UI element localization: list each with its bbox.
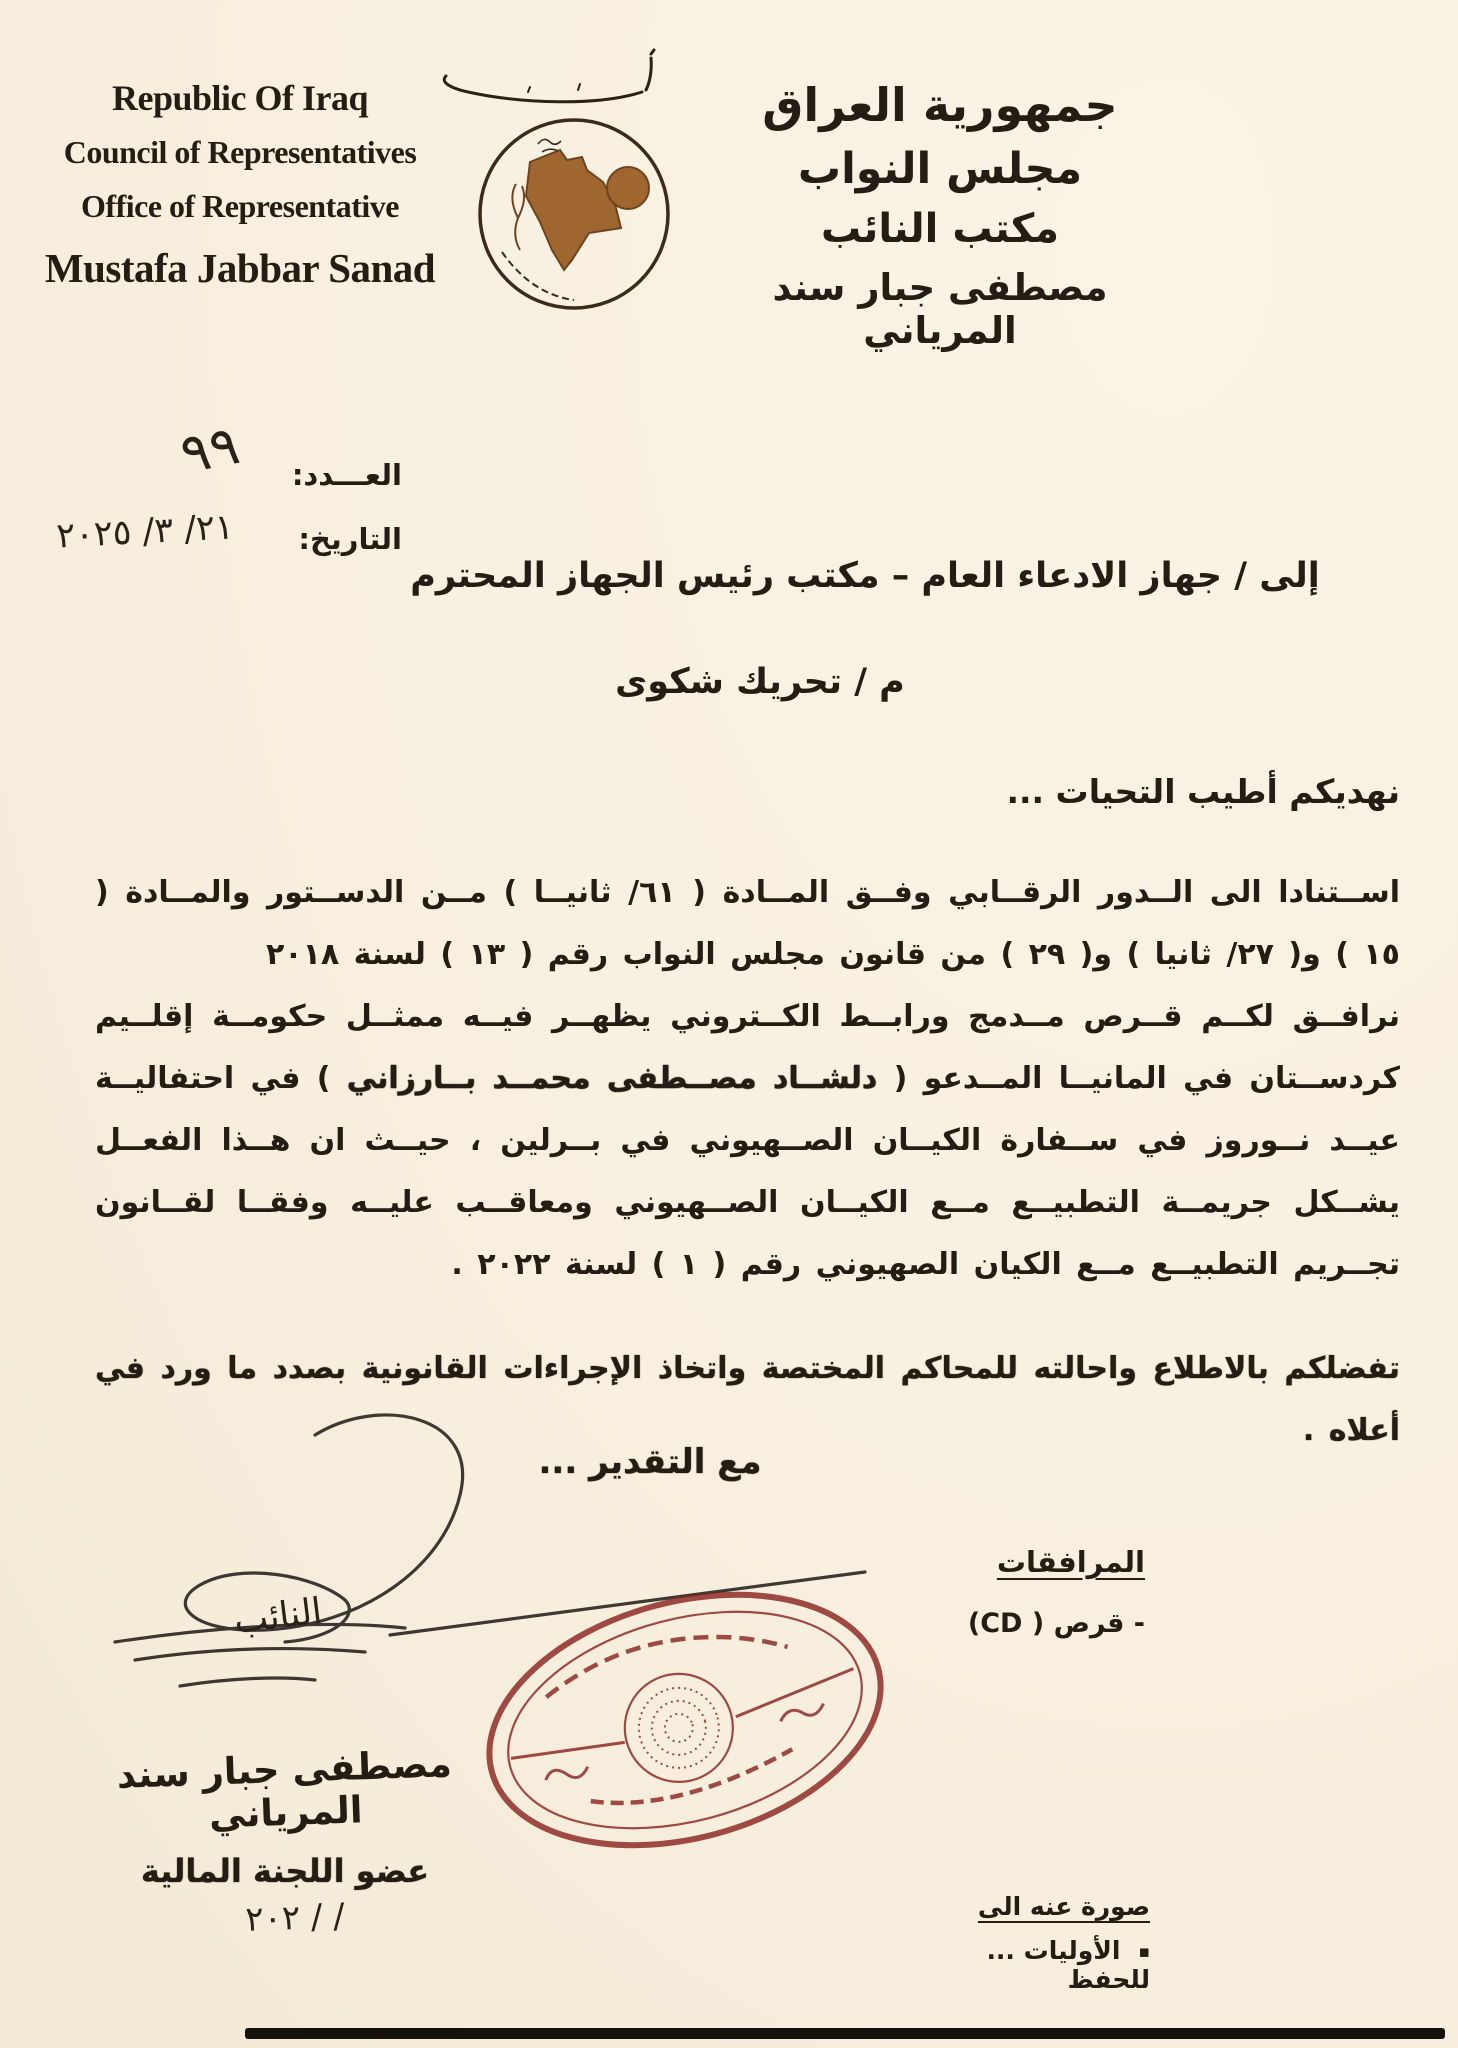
- square-bullet: ▪: [1138, 1942, 1150, 1962]
- copy-to-item-text: الأوليات ... للحفظ: [986, 1936, 1150, 1994]
- letterhead-name-en: Mustafa Jabbar Sanad: [44, 245, 436, 291]
- letterhead-name-ar: مصطفى جبار سند المرياني: [772, 266, 1108, 352]
- scan-edge: [245, 2028, 1445, 2039]
- english-letterhead: [25, 80, 455, 289]
- ref-number-value: ٩٩: [175, 413, 245, 486]
- accused-name: دلشــاد مصــطفى محمــد بــارزاني: [346, 1061, 878, 1096]
- signature-scribble: [115, 1415, 865, 1686]
- paragraph2-rest: ) في احتفاليــة عيــد نــوروز في ســفارة الكيــان الصــهيوني في بــرلين ، حيــث ان هــذا الفعــل يشــكل جريمــة التطبيــع مــع الكيــان الصــهيوني ومعاقــب عليــه وفقــا لقــانون تجــريم التطبيــع مــع الكيان الصهيوني رقم ( ١ ) لسنة ٢٠٢٢ .: [95, 1061, 1400, 1282]
- arabic-letterhead: [730, 78, 1150, 352]
- ref-number-label: العـــدد:: [291, 458, 402, 492]
- copy-to-title: صورة عنه الى: [977, 1892, 1150, 1921]
- letterhead-council-en: Council of Representatives: [63, 134, 417, 170]
- letterhead-country-en: Republic Of Iraq: [111, 78, 369, 118]
- letterhead-office-en: Office of Representative: [81, 188, 399, 224]
- ref-date-value: ٢١/ ٣/ ٢٠٢٥: [55, 507, 235, 557]
- attachments-title: المرافقات: [996, 1545, 1145, 1579]
- signer-name: مصطفى جبار سند المرياني: [116, 1742, 453, 1837]
- ref-date-label: التاريخ:: [298, 522, 402, 556]
- signature-date-slots: ٢٠٢ / /: [244, 1896, 346, 1940]
- attachment-item-cd: - قرص ( CD): [967, 1608, 1145, 1639]
- greeting-line: نهديكم أطيب التحيات ...: [1006, 772, 1400, 811]
- iraq-map-shape: [526, 150, 621, 270]
- iraq-parliament-emblem: [468, 100, 683, 330]
- letterhead-council-ar: مجلس النواب: [797, 144, 1083, 194]
- official-stamp: [461, 1554, 908, 1885]
- paragraph2-lead: نرافــق لكــم قــرص مــدمج ورابــط الكــتروني يظهــر فيــه ممثــل حكومــة إقلــيم كردســتان في المانيــا المــدعو (: [95, 999, 1400, 1096]
- body-paragraph-1: اســتنادا الى الــدور الرقــابي وفــق المــادة ( ٦١/ ثانيــا ) مــن الدســتور والمــادة ( ١٥ ) و( ٢٧/ ثانيا ) و( ٢٩ ) من قانون مجلس النواب رقم ( ١٣ ) لسنة ٢٠١٨: [95, 875, 1400, 972]
- addressee-line: إلى / جهاز الادعاء العام – مكتب رئيس الجهاز المحترم: [410, 556, 1320, 596]
- signature-handwritten-title: النائب: [231, 1590, 325, 1643]
- letterhead-office-ar: مكتب النائب: [820, 206, 1060, 252]
- body-paragraph-2: [95, 986, 1400, 1296]
- signer-role: عضو اللجنة المالية: [140, 1852, 430, 1890]
- subject-line: م / تحريك شكوى: [615, 662, 905, 702]
- closing-line: مع التقدير ...: [538, 1442, 762, 1482]
- body-paragraph-3: تفضلكم بالاطلاع واحالته للمحاكم المختصة واتخاذ الإجراءات القانونية بصدد ما ورد في أعلاه .: [95, 1351, 1400, 1448]
- letterhead-country-ar: جمهورية العراق: [762, 78, 1118, 132]
- copy-to-item: [900, 1936, 1150, 1994]
